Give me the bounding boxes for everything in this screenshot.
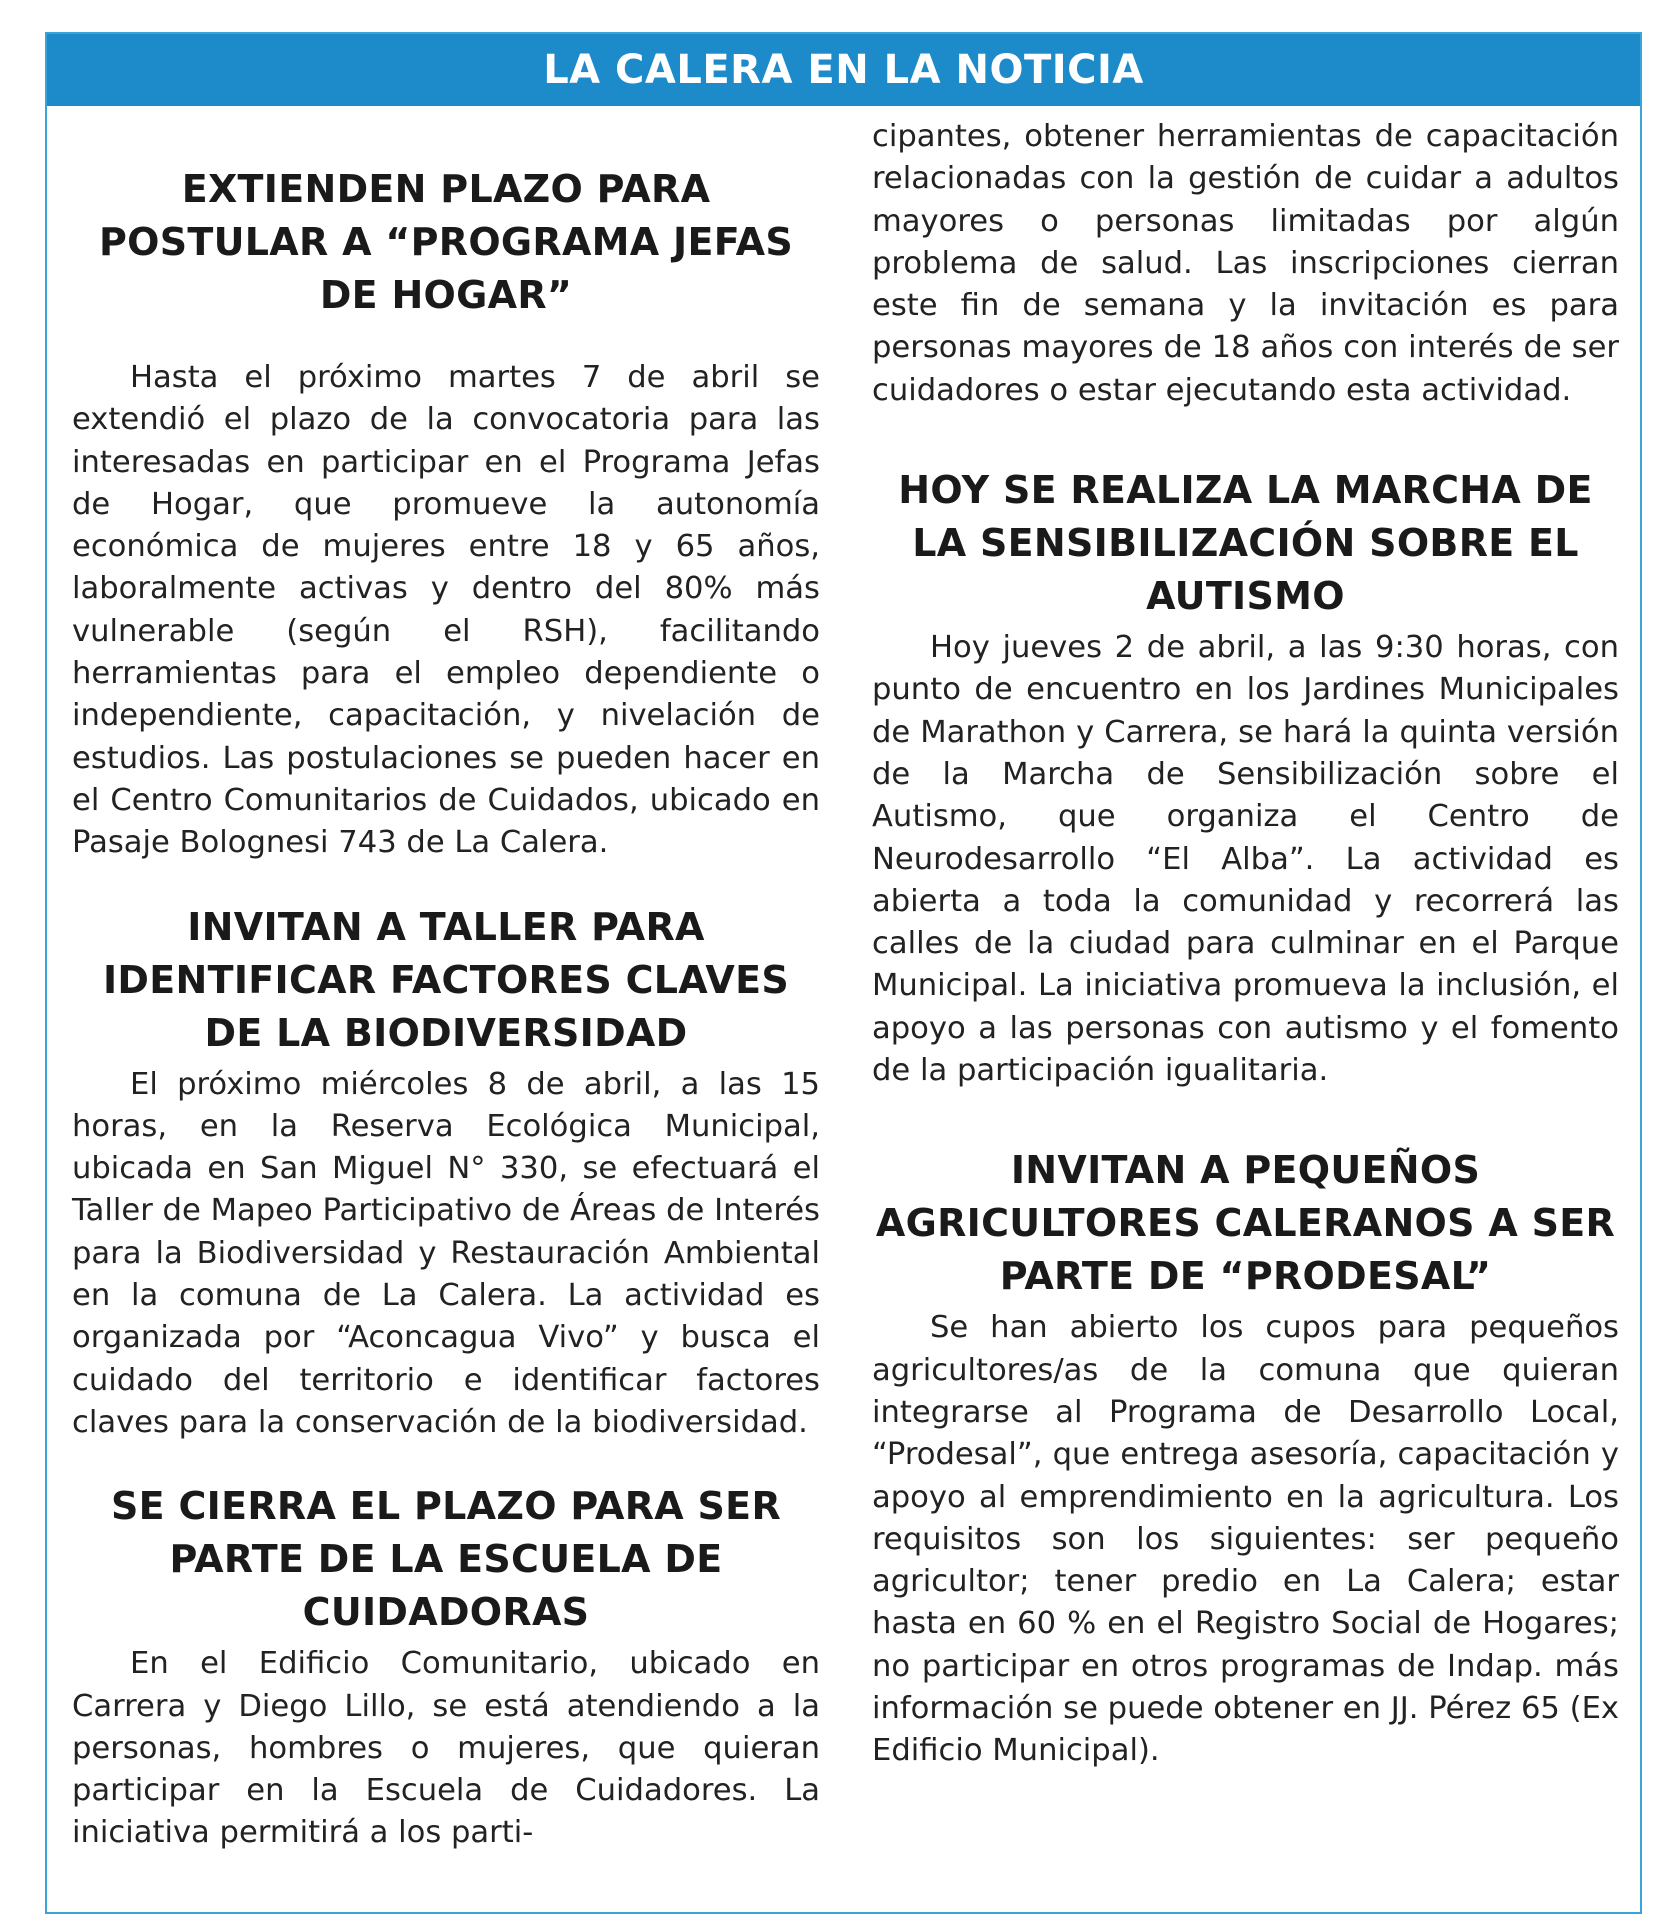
article-body: Hoy jueves 2 de abril, a las 9:30 horas, con punto de encuentro en los Jardines Municipales de Marathon y Carrera, se hará la quinta versión de la Marcha de Sensibilización sobre el Autismo, que organiza el Centro de Neurodesarrollo “El Alba”. La actividad es abierta a toda la comunidad y recorrerá las calles de la ciudad para culminar en el Parque Municipal. La iniciativa promueva la inclusión, el apoyo a las personas con autismo y el fomento de la participación igualitaria.	[872, 630, 1619, 1089]
article-headline: INVITAN A TALLER PARA IDENTIFICAR FACTORES CLAVES DE LA BIODIVERSIDAD	[102, 904, 790, 1055]
section-banner: LA CALERA EN LA NOTICIA	[47, 34, 1640, 106]
article-body: Hasta el próximo martes 7 de abril se extendió el plazo de la convocatoria para las interesadas en participar en el Programa Jefas de Hogar, que promueve la autonomía económica de mujeres entre 18 y 65 años, laboralmente activas y dentro del 80% más vulnerable (según el RSH), facilitando herramientas para el empleo dependiente o independiente, capacitación, y nivelación de estudios. Las postulaciones se pueden hacer en el Centro Comunitarios de Cuidados, ubicado en Pasaje Bolognesi 743 de La Calera.	[72, 360, 820, 861]
article-headline: EXTIENDEN PLAZO PARA POSTULAR A “PROGRAMA JEFAS DE HOGAR”	[98, 167, 794, 317]
article-taller-biodiversidad	[72, 901, 820, 1445]
article-body: El próximo miércoles 8 de abril, a las 15 horas, en la Reserva Ecológica Municipal, ubicada en San Miguel N° 330, se efectuará el Taller de Mapeo Participativo de Áreas de Interés para la Biodiversidad y Restauración Ambiental en la comuna de La Calera. La actividad es organizada por “Aconcagua Vivo” y busca el cuidado del territorio e identificar factores claves para la conservación de la biodiversidad.	[72, 1066, 820, 1440]
article-prodesal	[872, 1144, 1619, 1772]
right-column	[872, 106, 1619, 1912]
article-body-part1: En el Edificio Comunitario, ubicado en Carrera y Diego Lillo, se está atendiendo a la personas, hombres o mujeres, que quieran participar en la Escuela de Cuidadores. La iniciativa permitirá a los parti-	[72, 1646, 820, 1851]
article-marcha-autismo	[872, 464, 1619, 1092]
article-headline: HOY SE REALIZA LA MARCHA DE LA SENSIBILIZACIÓN SOBRE EL AUTISMO	[898, 468, 1593, 619]
article-jefas-de-hogar	[72, 163, 820, 865]
left-column	[72, 106, 820, 1912]
article-body: Se han abierto los cupos para pequeños agricultores/as de la comuna que quieran integrarse al Programa de Desarrollo Local, “Prodesal”, que entrega asesoría, capacitación y apoyo al emprendimiento en la agricultura. Los requisitos son los siguientes: ser pequeño agricultor; tener predio en La Calera; estar hasta en 60 % en el Registro Social de Hogares; no participar en otros programas de Indap. más información se puede obtener en JJ. Pérez 65 (Ex Edificio Municipal).	[872, 1310, 1619, 1769]
article-body-continuation: cipantes, obtener herramientas de capacitación relacionadas con la gestión de cuidar a adultos mayores o personas limitadas por algún problema de salud. Las inscripciones cierran este fin de semana y la invitación es para personas mayores de 18 años con interés de ser cuidadores o estar ejecutando esta actividad.	[872, 119, 1619, 408]
article-escuela-cuidadoras	[72, 1480, 820, 1854]
article-headline: SE CIERRA EL PLAZO PARA SER PARTE DE LA ESCUELA DE CUIDADORAS	[110, 1484, 782, 1635]
article-headline: INVITAN A PEQUEÑOS AGRICULTORES CALERANOS A SER PARTE DE “PRODESAL”	[875, 1148, 1616, 1299]
news-page-frame	[45, 32, 1642, 1914]
